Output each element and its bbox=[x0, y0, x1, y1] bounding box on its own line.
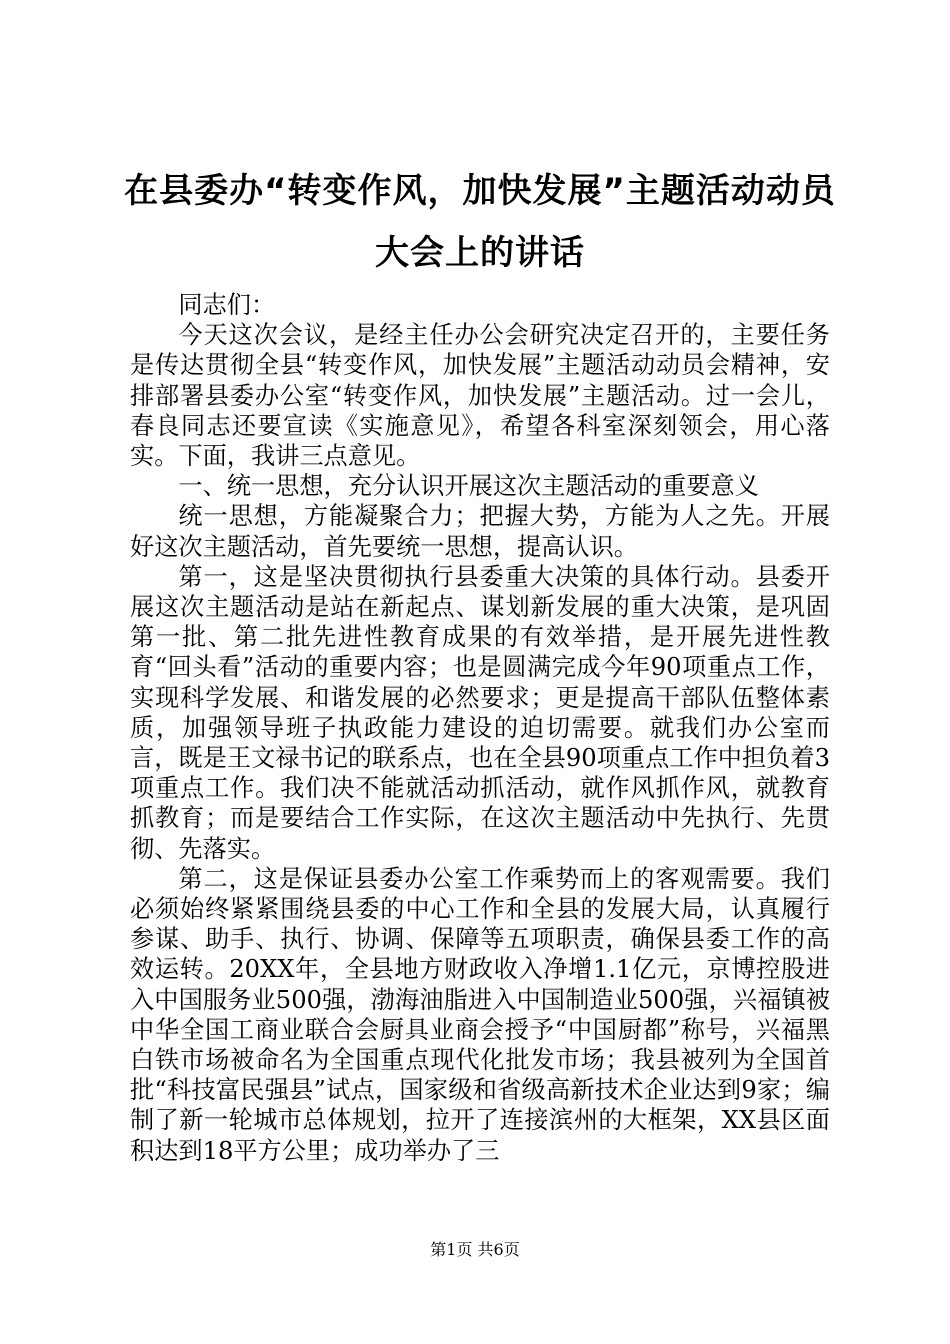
document-page bbox=[124, 160, 836, 1166]
document-body bbox=[130, 290, 830, 1166]
section-heading: 一、统一思想，充分认识开展这次主题活动的重要意义 bbox=[178, 472, 759, 501]
body-paragraph: 今天这次会议，是经主任办公会研究决定召开的，主要任务是传达贯彻全县“转变作风，加快发展”主题活动动员会精神，安排部署县委办公室“转变作风，加快发展”主题活动。过一会儿，春良同志还要宣读《实施意见》，希望各科室深刻领会，用心落实。下面，我讲三点意见。 bbox=[130, 321, 830, 471]
body-paragraph: 统一思想，方能凝聚合力；把握大势，方能为人之先。开展好这次主题活动，首先要统一思想，提高认识。 bbox=[130, 502, 830, 561]
body-paragraph: 第二，这是保证县委办公室工作乘势而上的客观需要。我们必须始终紧紧围绕县委的中心工作和全县的发展大局，认真履行参谋、助手、执行、协调、保障等五项职责，确保县委工作的高效运转。20XX年，全县地方财政收入净增1.1亿元，京博控股进入中国服务业500强，渤海油脂进入中国制造业500强，兴福镇被中华全国工商业联合会厨具业商会授予“中国厨都”称号，兴福黑白铁市场被命名为全国重点现代化批发市场；我县被列为全国首批“科技富民强县”试点，国家级和省级高新技术企业达到9家；编制了新一轮城市总体规划，拉开了连接滨州的大框架，XX县区面积达到18平方公里；成功举办了三 bbox=[130, 864, 830, 1165]
document-title: 在县委办“转变作风，加快发展”主题活动动员大会上的讲话 bbox=[124, 171, 836, 273]
page-number-footer: 第1页 共6页 bbox=[430, 1240, 520, 1259]
salutation: 同志们： bbox=[178, 291, 276, 319]
body-paragraph: 第一，这是坚决贯彻执行县委重大决策的具体行动。县委开展这次主题活动是站在新起点、谋划新发展的重大决策，是巩固第一批、第二批先进性教育成果的有效举措，是开展先进性教育“回头看”活动的重要内容；也是圆满完成今年90项重点工作，实现科学发展、和谐发展的必然要求；更是提高干部队伍整体素质，加强领导班子执政能力建设的迫切需要。就我们办公室而言，既是王文禄书记的联系点，也在全县90项重点工作中担负着3项重点工作。我们决不能就活动抓活动，就作风抓作风，就教育抓教育；而是要结合工作实际，在这次主题活动中先执行、先贯彻、先落实。 bbox=[130, 562, 830, 863]
